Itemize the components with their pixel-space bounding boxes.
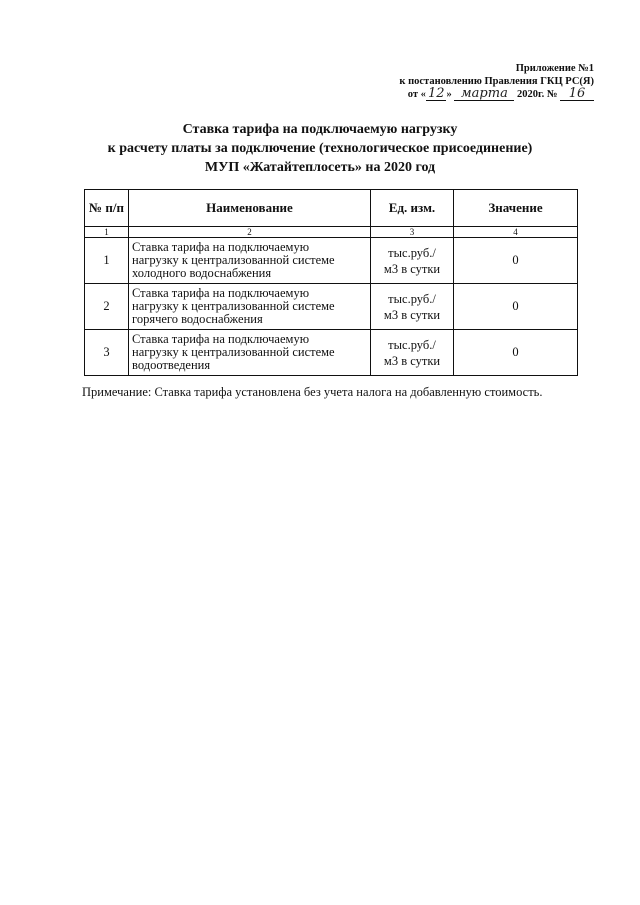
row-unit: [371, 284, 454, 330]
numbering-cell: 2: [129, 227, 371, 238]
table-numbering-row: [85, 227, 578, 238]
numbering-cell: 3: [371, 227, 454, 238]
header-number: № п/п: [85, 190, 129, 227]
handwritten-month: марта: [454, 88, 514, 101]
row-name: [129, 330, 371, 376]
annex-quote-close: »: [446, 89, 452, 100]
row-unit-line: м3 в сутки: [383, 261, 441, 276]
document-title: [60, 120, 580, 177]
row-unit: [371, 330, 454, 376]
numbering-cell: 1: [85, 227, 129, 238]
table-row: [85, 330, 578, 376]
row-name-line: водоотведения: [132, 358, 211, 372]
row-name-line: нагрузку к централизованной системе: [132, 253, 335, 267]
title-line-2: к расчету платы за подключение (технологическое присоединение): [107, 141, 533, 156]
footnote: Примечание: Ставка тарифа установлена без учета налога на добавленную стоимость.: [82, 385, 543, 399]
row-value: 0: [454, 238, 578, 284]
table-header-row: [85, 190, 578, 227]
row-number: 3: [85, 330, 129, 376]
row-name: [129, 238, 371, 284]
tariff-table: [84, 189, 578, 376]
row-unit: [371, 238, 454, 284]
row-name-line: Ставка тарифа на подключаемую: [132, 332, 310, 346]
row-unit-line: м3 в сутки: [383, 307, 441, 322]
table-row: [85, 238, 578, 284]
row-unit-line: тыс.руб./: [388, 337, 436, 352]
row-name-line: Ставка тарифа на подключаемую: [132, 286, 310, 300]
row-name-line: Ставка тарифа на подключаемую: [132, 240, 310, 254]
row-number: 2: [85, 284, 129, 330]
annex-from-prefix: от «: [407, 89, 426, 100]
row-name-line: нагрузку к централизованной системе: [132, 345, 335, 359]
row-value: 0: [454, 330, 578, 376]
title-line-1: Ставка тарифа на подключаемую нагрузку: [182, 122, 458, 137]
row-unit-line: тыс.руб./: [388, 291, 436, 306]
handwritten-day: 12: [427, 86, 445, 101]
row-name-line: горячего водоснабжения: [132, 312, 263, 326]
row-value: 0: [454, 284, 578, 330]
table-row: [85, 284, 578, 330]
row-name-line: нагрузку к централизованной системе: [132, 299, 335, 313]
annex-header: [334, 62, 594, 101]
annex-date-line: [334, 88, 594, 101]
header-unit: Ед. изм.: [371, 190, 454, 227]
header-name: Наименование: [129, 190, 371, 227]
title-line-3: МУП «Жатайтеплосеть» на 2020 год: [204, 160, 436, 175]
row-name: [129, 284, 371, 330]
row-number: 1: [85, 238, 129, 284]
annex-year: 2020г. №: [516, 89, 558, 100]
row-unit-line: тыс.руб./: [388, 245, 436, 260]
annex-label: Приложение №1: [515, 63, 594, 74]
handwritten-number: 16: [560, 88, 594, 101]
header-value: Значение: [454, 190, 578, 227]
annex-resolution: к постановлению Правления ГКЦ РС(Я): [399, 76, 594, 87]
numbering-cell: 4: [454, 227, 578, 238]
row-unit-line: м3 в сутки: [383, 353, 441, 368]
row-name-line: холодного водоснабжения: [132, 266, 272, 280]
